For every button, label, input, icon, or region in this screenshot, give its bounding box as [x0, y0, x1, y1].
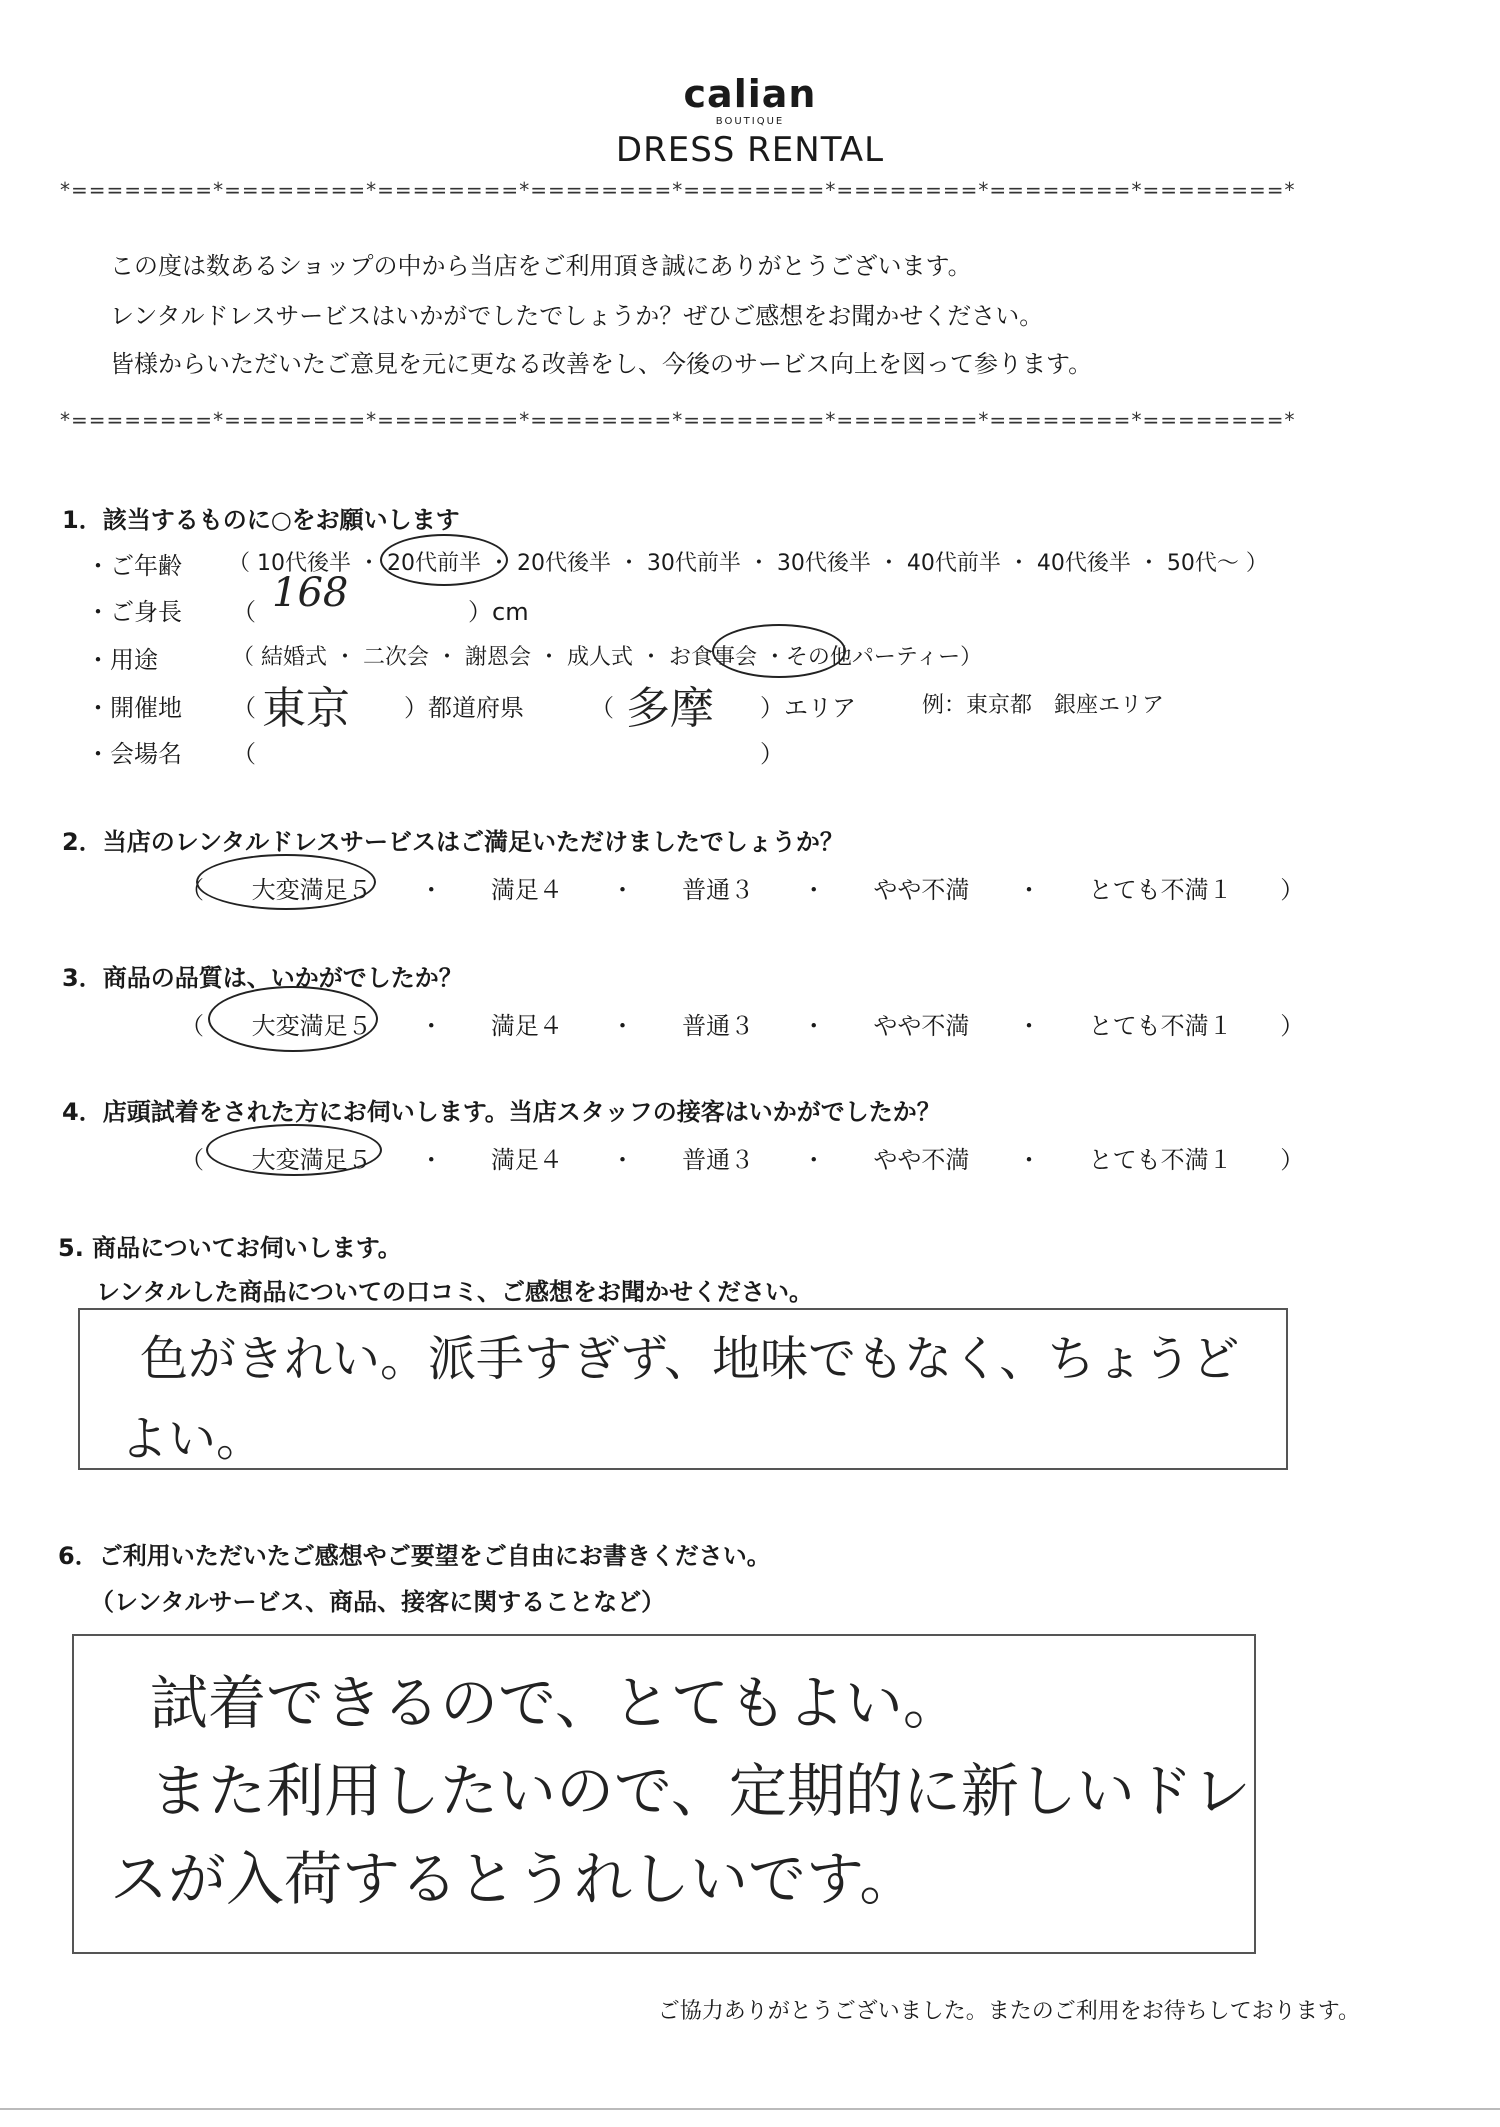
q5-title: 5. 商品についてお伺いします。 [58, 1234, 402, 1262]
q6-title: 6．ご利用いただいたご感想やご要望をご自由にお書きください。 [58, 1542, 771, 1570]
venue-label: ・開催地 [86, 694, 182, 722]
q5-answer-line-1: 色がきれい。派手すぎず、地味でもなく、ちょうど [140, 1331, 1240, 1387]
purpose-selected-circle [712, 624, 846, 678]
divider-top: *========*========*========*========*========*========*========*========* [60, 178, 1296, 202]
q5-answer-line-2: よい。 [120, 1411, 265, 1467]
q6-subtitle: （レンタルサービス、商品、接客に関することなど） [90, 1588, 666, 1616]
venue-area-suffix: ）エリア [760, 694, 856, 722]
purpose-label: ・用途 [86, 646, 158, 674]
q4-title: 4．店頭試着をされた方にお伺いします。当店スタッフの接客はいかがでしたか？ [62, 1098, 941, 1126]
q4-options: （ 大変満足５ ・ 満足４ ・ 普通３ ・ やや不満 ・ とても不満１ ） [180, 1146, 1305, 1174]
venue-area: 多摩 [626, 683, 714, 734]
venue-example: 例：東京都 銀座エリア [922, 693, 1165, 718]
height-value: 168 [272, 570, 349, 616]
q6-answer-line-2: また利用したいので、定期的に新しいドレ [150, 1757, 1251, 1825]
q4-selected-circle [206, 1124, 382, 1176]
venue-open: （ [232, 694, 256, 722]
age-label: ・ご年齢 [86, 552, 182, 580]
age-options: （ 10代後半 ・ 20代前半 ・ 20代後半 ・ 30代前半 ・ 30代後半 ・ 40代前半 ・ 40代後半 ・ 50代〜 ） [228, 551, 1268, 576]
q5-subtitle: レンタルした商品についての口コミ、ご感想をお聞かせください。 [96, 1278, 813, 1306]
purpose-options: （ 結婚式 ・ 二次会 ・ 謝恩会 ・ 成人式 ・ お食事会 ・その他パーティー） [232, 645, 983, 670]
intro-line-3: 皆様からいただいたご意見を元に更なる改善をし、今後のサービス向上を図って参ります。 [110, 350, 1093, 378]
footer-thanks: ご協力ありがとうございました。またのご利用をお待ちしております。 [657, 1999, 1360, 2024]
q6-answer-line-3: スが入荷するとうれしいです。 [110, 1845, 918, 1913]
q1-title: 1．該当するものに○をお願いします [62, 506, 460, 534]
venue-prefecture: 東京 [262, 683, 350, 734]
intro-line-2: レンタルドレスサービスはいかがでしたでしょうか？ぜひご感想をお聞かせください。 [110, 302, 1044, 330]
venue-pref-suffix: ）都道府県 [404, 694, 524, 722]
age-selected-circle [380, 534, 508, 586]
q3-selected-circle [208, 986, 378, 1052]
height-unit: ）cm [468, 598, 529, 626]
intro-line-1: この度は数あるショップの中から当店をご利用頂き誠にありがとうございます。 [110, 252, 972, 280]
brand-sub: BOUTIQUE [715, 116, 785, 127]
brand-logo: calian [683, 72, 817, 116]
q2-selected-circle [196, 854, 376, 910]
hall-label: ・会場名 [86, 740, 182, 768]
q2-title: 2．当店のレンタルドレスサービスはご満足いただけましたでしょうか？ [62, 828, 844, 856]
q2-options: （ 大変満足５ ・ 満足４ ・ 普通３ ・ やや不満 ・ とても不満１ ） [180, 876, 1305, 904]
page-title: DRESS RENTAL [615, 130, 885, 170]
height-label: ・ご身長 [86, 598, 182, 626]
q3-options: （ 大変満足５ ・ 満足４ ・ 普通３ ・ やや不満 ・ とても不満１ ） [180, 1012, 1305, 1040]
height-open: （ [232, 598, 256, 626]
divider-bottom: *========*========*========*========*========*========*========*========* [60, 408, 1296, 432]
q6-answer-line-1: 試着できるので、とてもよい。 [150, 1669, 961, 1737]
scan-edge [0, 2108, 1500, 2110]
venue-area-open: （ [590, 694, 614, 722]
hall-brackets: （ ） [232, 740, 784, 768]
q3-title: 3．商品の品質は、いかがでしたか？ [62, 964, 463, 992]
